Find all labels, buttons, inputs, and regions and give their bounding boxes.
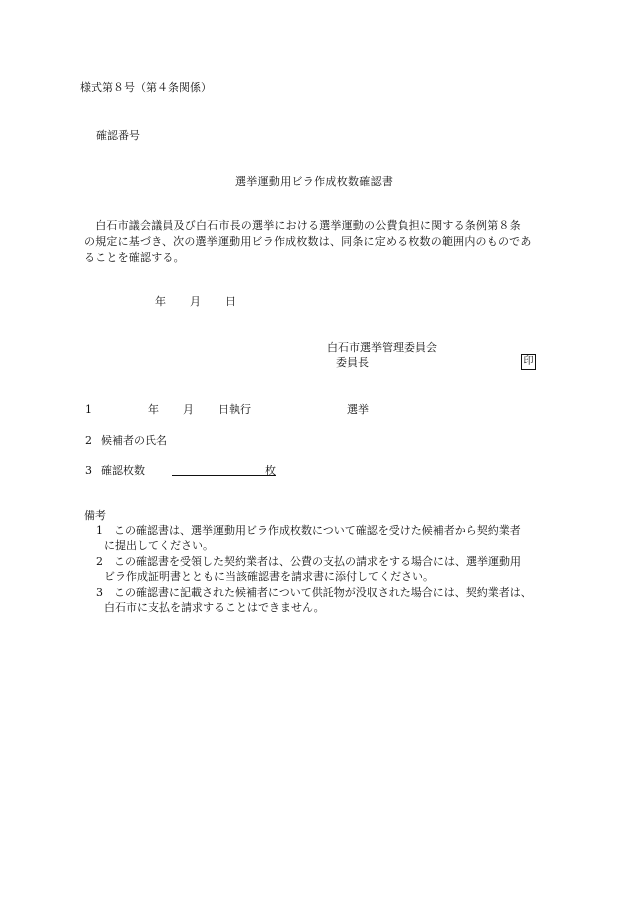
date-day: 日 [225, 295, 236, 308]
remark-line: 2 この確認書を受領した契約業者は、公費の支払の請求をする場合には、選挙運動用 [96, 555, 521, 568]
document-title: 選挙運動用ビラ作成枚数確認書 [235, 175, 394, 188]
remark-line: 3 この確認書に記載された候補者について供託物が没収された場合には、契約業者は、 [96, 586, 532, 599]
remark-note [96, 585, 551, 615]
form-number: 様式第８号（第４条関係） [80, 81, 212, 94]
confirmation-number-label: 確認番号 [96, 129, 140, 142]
issuer-org: 白石市選挙管理委員会 [327, 341, 437, 354]
body-line: 白石市議会議員及び白石市長の選挙における選挙運動の公費負担に関する条例第８条 [84, 219, 521, 232]
item1-month: 月 [183, 403, 194, 416]
issuer-role: 委員長 [336, 356, 369, 369]
seal-mark: 印 [521, 354, 536, 370]
remarks-heading: 備考 [84, 509, 106, 522]
item2-label: 候補者の氏名 [101, 434, 167, 447]
remark-line: ビラ作成証明書とともに当該確認書を請求書に添付してください。 [104, 570, 434, 583]
item1-day-exec: 日執行 [218, 403, 251, 416]
remark-line: 1 この確認書は、選挙運動用ビラ作成枚数について確認を受けた候補者から契約業者 [96, 524, 521, 537]
remark-line: に提出してください。 [104, 539, 214, 552]
item1-election: 選挙 [347, 403, 369, 416]
remark-note [96, 554, 551, 584]
item1-year: 年 [148, 403, 159, 416]
body-line: ることを確認する。 [84, 251, 185, 264]
item-number: 1 [85, 403, 92, 416]
item-number: 2 [85, 434, 92, 447]
body-line: の規定に基づき、次の選挙運動用ビラ作成枚数は、同条に定める枚数の範囲内のものであ [84, 235, 532, 248]
item-number: 3 [85, 464, 92, 477]
body-paragraph [84, 218, 546, 266]
date-year: 年 [155, 295, 166, 308]
item3-label: 確認枚数 [101, 464, 145, 477]
date-month: 月 [190, 295, 201, 308]
item3-unit: 枚 [265, 464, 276, 477]
remark-line: 白石市に支払を請求することはできません。 [104, 601, 325, 614]
remark-note [96, 523, 551, 553]
count-blank-line [172, 475, 276, 476]
